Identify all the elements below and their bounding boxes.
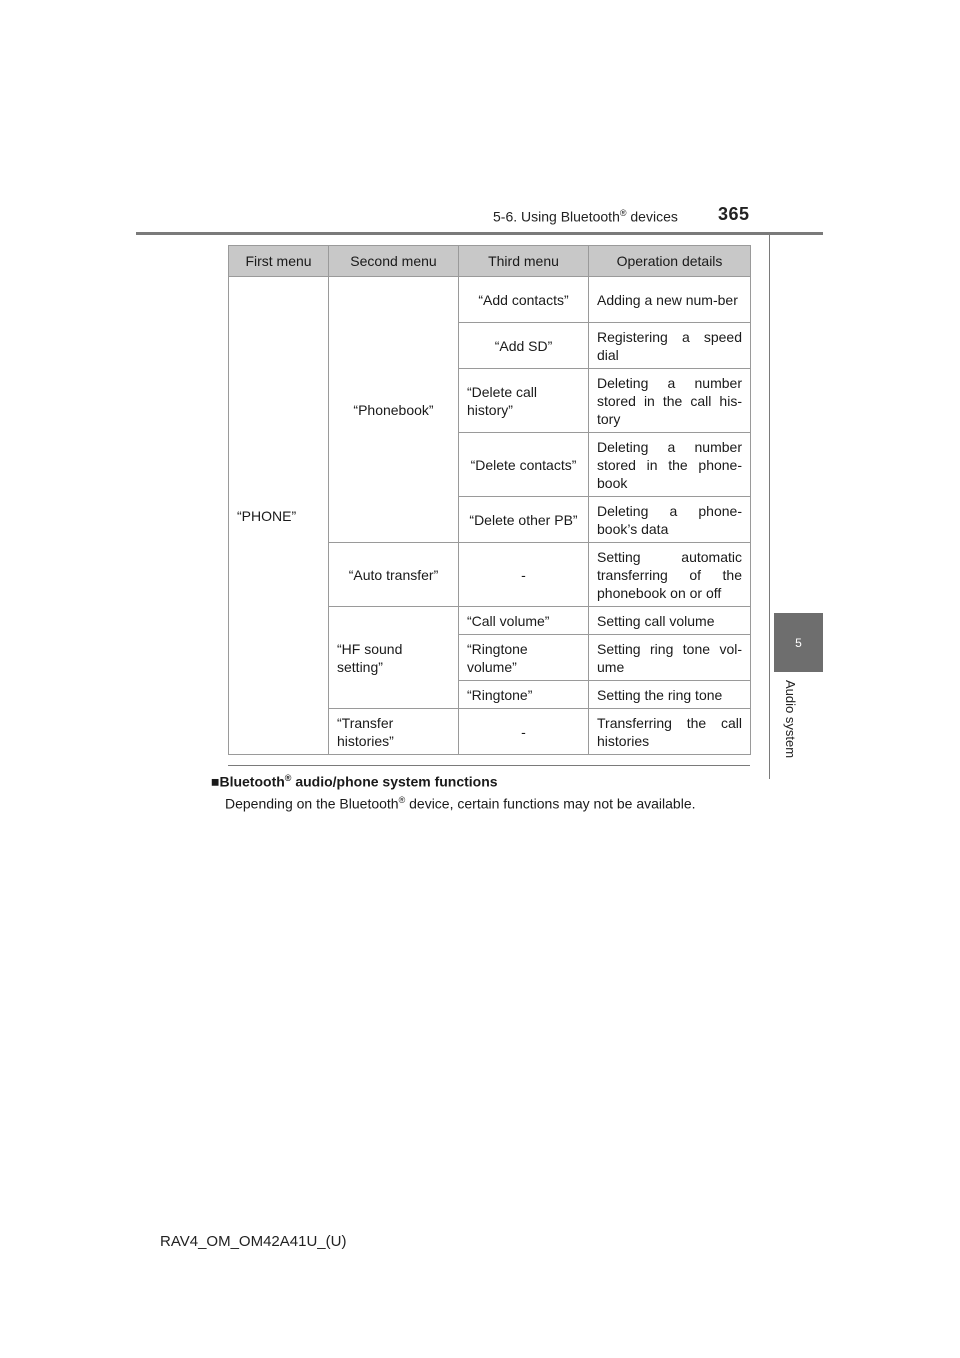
operation-detail-cell: Setting automatic transferring of the phonebook on or off [589, 543, 751, 607]
section-body [225, 795, 696, 812]
third-menu-cell: “Ringtone volume” [459, 635, 589, 681]
table-header-row [229, 246, 751, 277]
section-divider [228, 765, 750, 766]
second-menu-cell: “HF sound setting” [329, 607, 459, 709]
operation-detail-cell: Adding a new num-ber [589, 277, 751, 323]
third-menu-cell: - [459, 543, 589, 607]
third-menu-cell: “Delete other PB” [459, 497, 589, 543]
chapter-label: Audio system [783, 680, 798, 759]
header-reg-mark: ® [619, 208, 627, 218]
operation-detail-cell: Deleting a number stored in the call his-tory [589, 369, 751, 433]
page-number: 365 [718, 204, 750, 224]
column-header: First menu [229, 246, 329, 277]
header-section-text: 5-6. Using Bluetooth [493, 208, 620, 225]
running-header [493, 208, 678, 225]
column-header: Second menu [329, 246, 459, 277]
third-menu-cell: “Delete call history” [459, 369, 589, 433]
third-menu-cell: “Delete contacts” [459, 433, 589, 497]
second-menu-cell: “Auto transfer” [329, 543, 459, 607]
header-rule [136, 232, 823, 235]
first-menu-cell: “PHONE” [229, 277, 329, 755]
section-heading-suffix: audio/phone system functions [291, 773, 498, 790]
section-body-suffix: device, certain functions may not be available. [405, 795, 696, 812]
operation-detail-cell: Setting ring tone vol-ume [589, 635, 751, 681]
chapter-number: 5 [795, 635, 802, 650]
operation-detail-cell: Deleting a phone-book’s data [589, 497, 751, 543]
second-menu-cell: “Phonebook” [329, 277, 459, 543]
chapter-tab [774, 613, 823, 672]
column-header: Third menu [459, 246, 589, 277]
section-reg-mark: ® [284, 773, 292, 783]
phone-menu-table [228, 245, 751, 755]
third-menu-cell: “Ringtone” [459, 681, 589, 709]
table-row [229, 277, 751, 323]
third-menu-cell: “Call volume” [459, 607, 589, 635]
operation-detail-cell: Deleting a number stored in the phone-book [589, 433, 751, 497]
section-heading [211, 773, 498, 790]
section-body-text: Depending on the Bluetooth [225, 795, 399, 812]
operation-detail-cell: Setting the ring tone [589, 681, 751, 709]
column-header: Operation details [589, 246, 751, 277]
second-menu-cell: “Transfer histories” [329, 709, 459, 755]
operation-detail-cell: Transferring the call histories [589, 709, 751, 755]
third-menu-cell: “Add SD” [459, 323, 589, 369]
side-rule [769, 234, 770, 779]
header-section-suffix: devices [626, 208, 678, 225]
bullet-square-icon: ■ [211, 773, 220, 790]
section-body-reg-mark: ® [398, 795, 406, 805]
third-menu-cell: “Add contacts” [459, 277, 589, 323]
operation-detail-cell: Setting call volume [589, 607, 751, 635]
section-heading-text: Bluetooth [219, 773, 285, 790]
third-menu-cell: - [459, 709, 589, 755]
document-code: RAV4_OM_OM42A41U_(U) [160, 1233, 347, 1250]
operation-detail-cell: Registering a speed dial [589, 323, 751, 369]
